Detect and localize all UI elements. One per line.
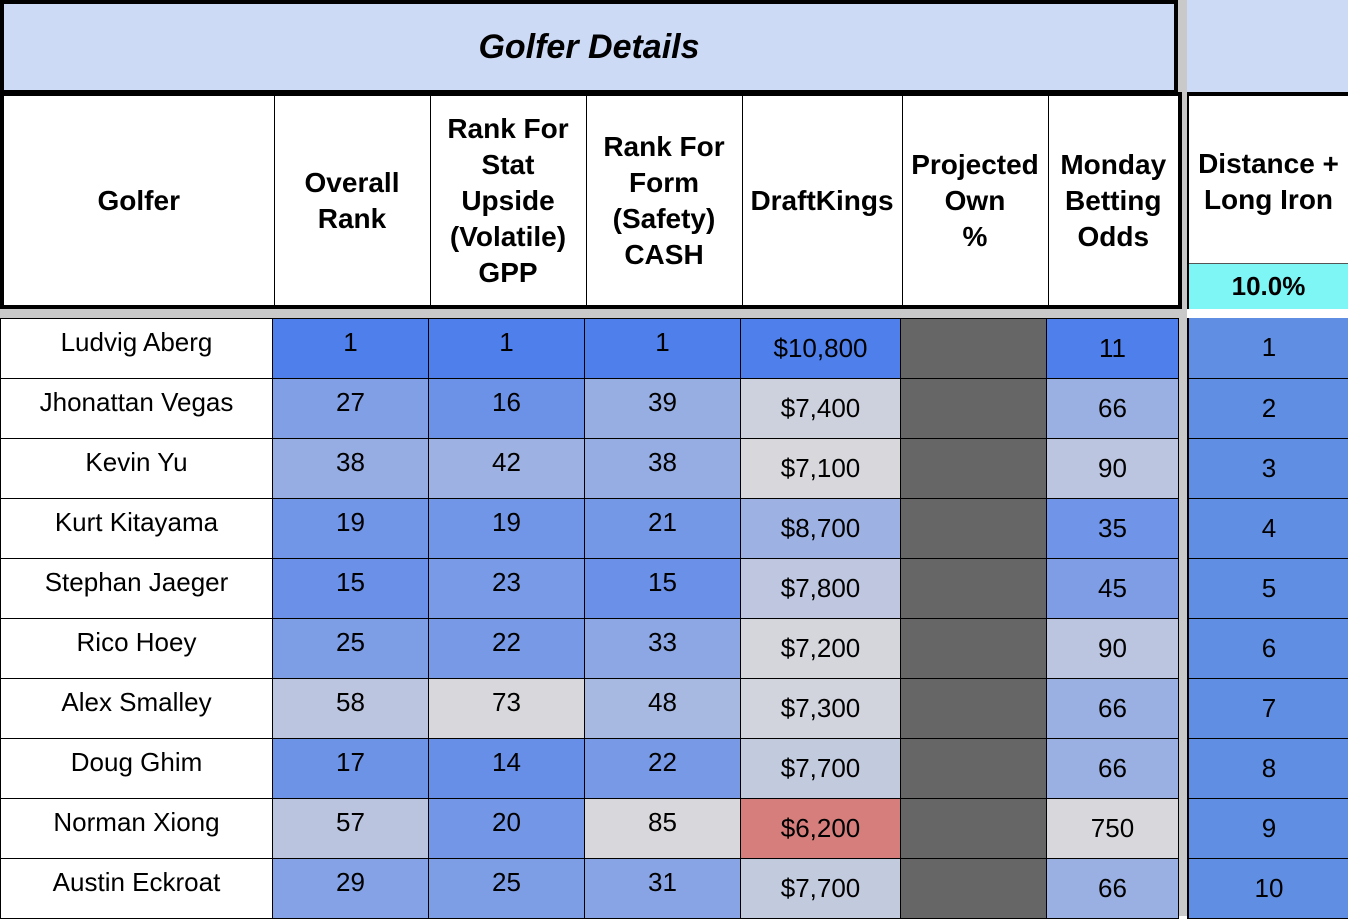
- form-rank-cell[interactable]: 39: [585, 379, 741, 439]
- stat-upside-rank-cell[interactable]: 20: [429, 799, 585, 859]
- table-row: [1188, 858, 1348, 918]
- form-rank-cell[interactable]: 1: [585, 319, 741, 379]
- form-rank-cell[interactable]: 48: [585, 679, 741, 739]
- overall-rank-cell[interactable]: 57: [273, 799, 429, 859]
- golfer-name-cell[interactable]: Ludvig Aberg: [1, 319, 273, 379]
- title-bar-extension: [1187, 0, 1348, 92]
- overall-rank-cell[interactable]: 1: [273, 319, 429, 379]
- golfer-name-cell[interactable]: Norman Xiong: [1, 799, 273, 859]
- betting-odds-cell[interactable]: 90: [1047, 619, 1179, 679]
- betting-odds-cell[interactable]: 90: [1047, 439, 1179, 499]
- stat-upside-rank-cell[interactable]: 16: [429, 379, 585, 439]
- distance-rank-cell[interactable]: 2: [1188, 378, 1348, 438]
- table-row: [1188, 558, 1348, 618]
- table-row: [1, 439, 1179, 499]
- overall-rank-cell[interactable]: 17: [273, 739, 429, 799]
- header-golfer[interactable]: Golfer: [2, 94, 274, 307]
- projected-own-cell[interactable]: [901, 379, 1047, 439]
- header-separator-right: [1187, 309, 1348, 318]
- distance-table: [1187, 318, 1348, 919]
- golfer-name-cell[interactable]: Rico Hoey: [1, 619, 273, 679]
- golfer-name-cell[interactable]: Austin Eckroat: [1, 859, 273, 919]
- golfer-name-cell[interactable]: Stephan Jaeger: [1, 559, 273, 619]
- draftkings-price-cell[interactable]: $7,400: [741, 379, 901, 439]
- betting-odds-cell[interactable]: 750: [1047, 799, 1179, 859]
- header-stat-upside[interactable]: Rank For Stat Upside (Volatile) GPP: [430, 94, 586, 307]
- form-rank-cell[interactable]: 22: [585, 739, 741, 799]
- draftkings-price-cell[interactable]: $7,700: [741, 859, 901, 919]
- betting-odds-cell[interactable]: 35: [1047, 499, 1179, 559]
- projected-own-cell[interactable]: [901, 799, 1047, 859]
- table-row: [1188, 438, 1348, 498]
- overall-rank-cell[interactable]: 25: [273, 619, 429, 679]
- overall-rank-cell[interactable]: 15: [273, 559, 429, 619]
- stat-upside-rank-cell[interactable]: 42: [429, 439, 585, 499]
- distance-rank-cell[interactable]: 4: [1188, 498, 1348, 558]
- form-rank-cell[interactable]: 15: [585, 559, 741, 619]
- table-row: [1188, 318, 1348, 378]
- table-row: [1, 379, 1179, 439]
- projected-own-cell[interactable]: [901, 319, 1047, 379]
- golfer-name-cell[interactable]: Jhonattan Vegas: [1, 379, 273, 439]
- overall-rank-cell[interactable]: 38: [273, 439, 429, 499]
- title-bar: [0, 0, 1178, 95]
- stat-upside-rank-cell[interactable]: 19: [429, 499, 585, 559]
- stat-upside-rank-cell[interactable]: 23: [429, 559, 585, 619]
- page-title: Golfer Details: [478, 27, 700, 66]
- header-separator: [0, 309, 1178, 318]
- projected-own-cell[interactable]: [901, 619, 1047, 679]
- stat-upside-rank-cell[interactable]: 1: [429, 319, 585, 379]
- header-betting-odds[interactable]: Monday Betting Odds: [1048, 94, 1180, 307]
- draftkings-price-cell[interactable]: $7,200: [741, 619, 901, 679]
- distance-weight-cell[interactable]: 10.0%: [1188, 263, 1348, 309]
- draftkings-price-cell[interactable]: $7,700: [741, 739, 901, 799]
- projected-own-cell[interactable]: [901, 559, 1047, 619]
- distance-rank-cell[interactable]: 1: [1188, 318, 1348, 378]
- distance-rank-cell[interactable]: 5: [1188, 558, 1348, 618]
- table-row: [1188, 378, 1348, 438]
- table-row: [1, 619, 1179, 679]
- header-row: [0, 92, 1182, 309]
- table-row: [1, 679, 1179, 739]
- golfer-name-cell[interactable]: Kevin Yu: [1, 439, 273, 499]
- distance-rank-cell[interactable]: 8: [1188, 738, 1348, 798]
- form-rank-cell[interactable]: 31: [585, 859, 741, 919]
- distance-rank-cell[interactable]: 9: [1188, 798, 1348, 858]
- table-row: [1188, 678, 1348, 738]
- table-row: [1188, 498, 1348, 558]
- overall-rank-cell[interactable]: 19: [273, 499, 429, 559]
- table-row: [1, 859, 1179, 919]
- projected-own-cell[interactable]: [901, 859, 1047, 919]
- betting-odds-cell[interactable]: 66: [1047, 679, 1179, 739]
- draftkings-price-cell[interactable]: $7,100: [741, 439, 901, 499]
- table-row: [1188, 618, 1348, 678]
- draftkings-price-cell[interactable]: $10,800: [741, 319, 901, 379]
- stat-upside-rank-cell[interactable]: 14: [429, 739, 585, 799]
- table-row: [1188, 738, 1348, 798]
- overall-rank-cell[interactable]: 58: [273, 679, 429, 739]
- distance-rank-cell[interactable]: 6: [1188, 618, 1348, 678]
- projected-own-cell[interactable]: [901, 499, 1047, 559]
- draftkings-price-cell[interactable]: $7,300: [741, 679, 901, 739]
- stat-upside-rank-cell[interactable]: 73: [429, 679, 585, 739]
- distance-rank-cell[interactable]: 7: [1188, 678, 1348, 738]
- golfer-name-cell[interactable]: Alex Smalley: [1, 679, 273, 739]
- projected-own-cell[interactable]: [901, 439, 1047, 499]
- form-rank-cell[interactable]: 38: [585, 439, 741, 499]
- form-rank-cell[interactable]: 85: [585, 799, 741, 859]
- distance-header: [1187, 92, 1348, 309]
- stat-upside-rank-cell[interactable]: 25: [429, 859, 585, 919]
- overall-rank-cell[interactable]: 27: [273, 379, 429, 439]
- table-row: [1, 739, 1179, 799]
- betting-odds-cell[interactable]: 11: [1047, 319, 1179, 379]
- golfer-table: [0, 318, 1179, 919]
- stat-upside-rank-cell[interactable]: 22: [429, 619, 585, 679]
- header-distance[interactable]: Distance + Long Iron: [1188, 94, 1348, 263]
- header-draftkings[interactable]: DraftKings: [742, 94, 902, 307]
- golfer-name-cell[interactable]: Kurt Kitayama: [1, 499, 273, 559]
- table-row: [1188, 798, 1348, 858]
- projected-own-cell[interactable]: [901, 679, 1047, 739]
- distance-rank-cell[interactable]: 3: [1188, 438, 1348, 498]
- distance-rank-cell[interactable]: 10: [1188, 858, 1348, 918]
- table-row: [1, 319, 1179, 379]
- form-rank-cell[interactable]: 21: [585, 499, 741, 559]
- table-row: [1, 559, 1179, 619]
- golfer-name-cell[interactable]: Doug Ghim: [1, 739, 273, 799]
- draftkings-price-cell[interactable]: $8,700: [741, 499, 901, 559]
- betting-odds-cell[interactable]: 66: [1047, 739, 1179, 799]
- form-rank-cell[interactable]: 33: [585, 619, 741, 679]
- header-overall-rank[interactable]: Overall Rank: [274, 94, 430, 307]
- header-projected-own[interactable]: Projected Own %: [902, 94, 1048, 307]
- betting-odds-cell[interactable]: 45: [1047, 559, 1179, 619]
- overall-rank-cell[interactable]: 29: [273, 859, 429, 919]
- draftkings-price-cell[interactable]: $6,200: [741, 799, 901, 859]
- betting-odds-cell[interactable]: 66: [1047, 379, 1179, 439]
- betting-odds-cell[interactable]: 66: [1047, 859, 1179, 919]
- table-row: [1, 499, 1179, 559]
- table-row: [1, 799, 1179, 859]
- draftkings-price-cell[interactable]: $7,800: [741, 559, 901, 619]
- header-form[interactable]: Rank For Form (Safety) CASH: [586, 94, 742, 307]
- projected-own-cell[interactable]: [901, 739, 1047, 799]
